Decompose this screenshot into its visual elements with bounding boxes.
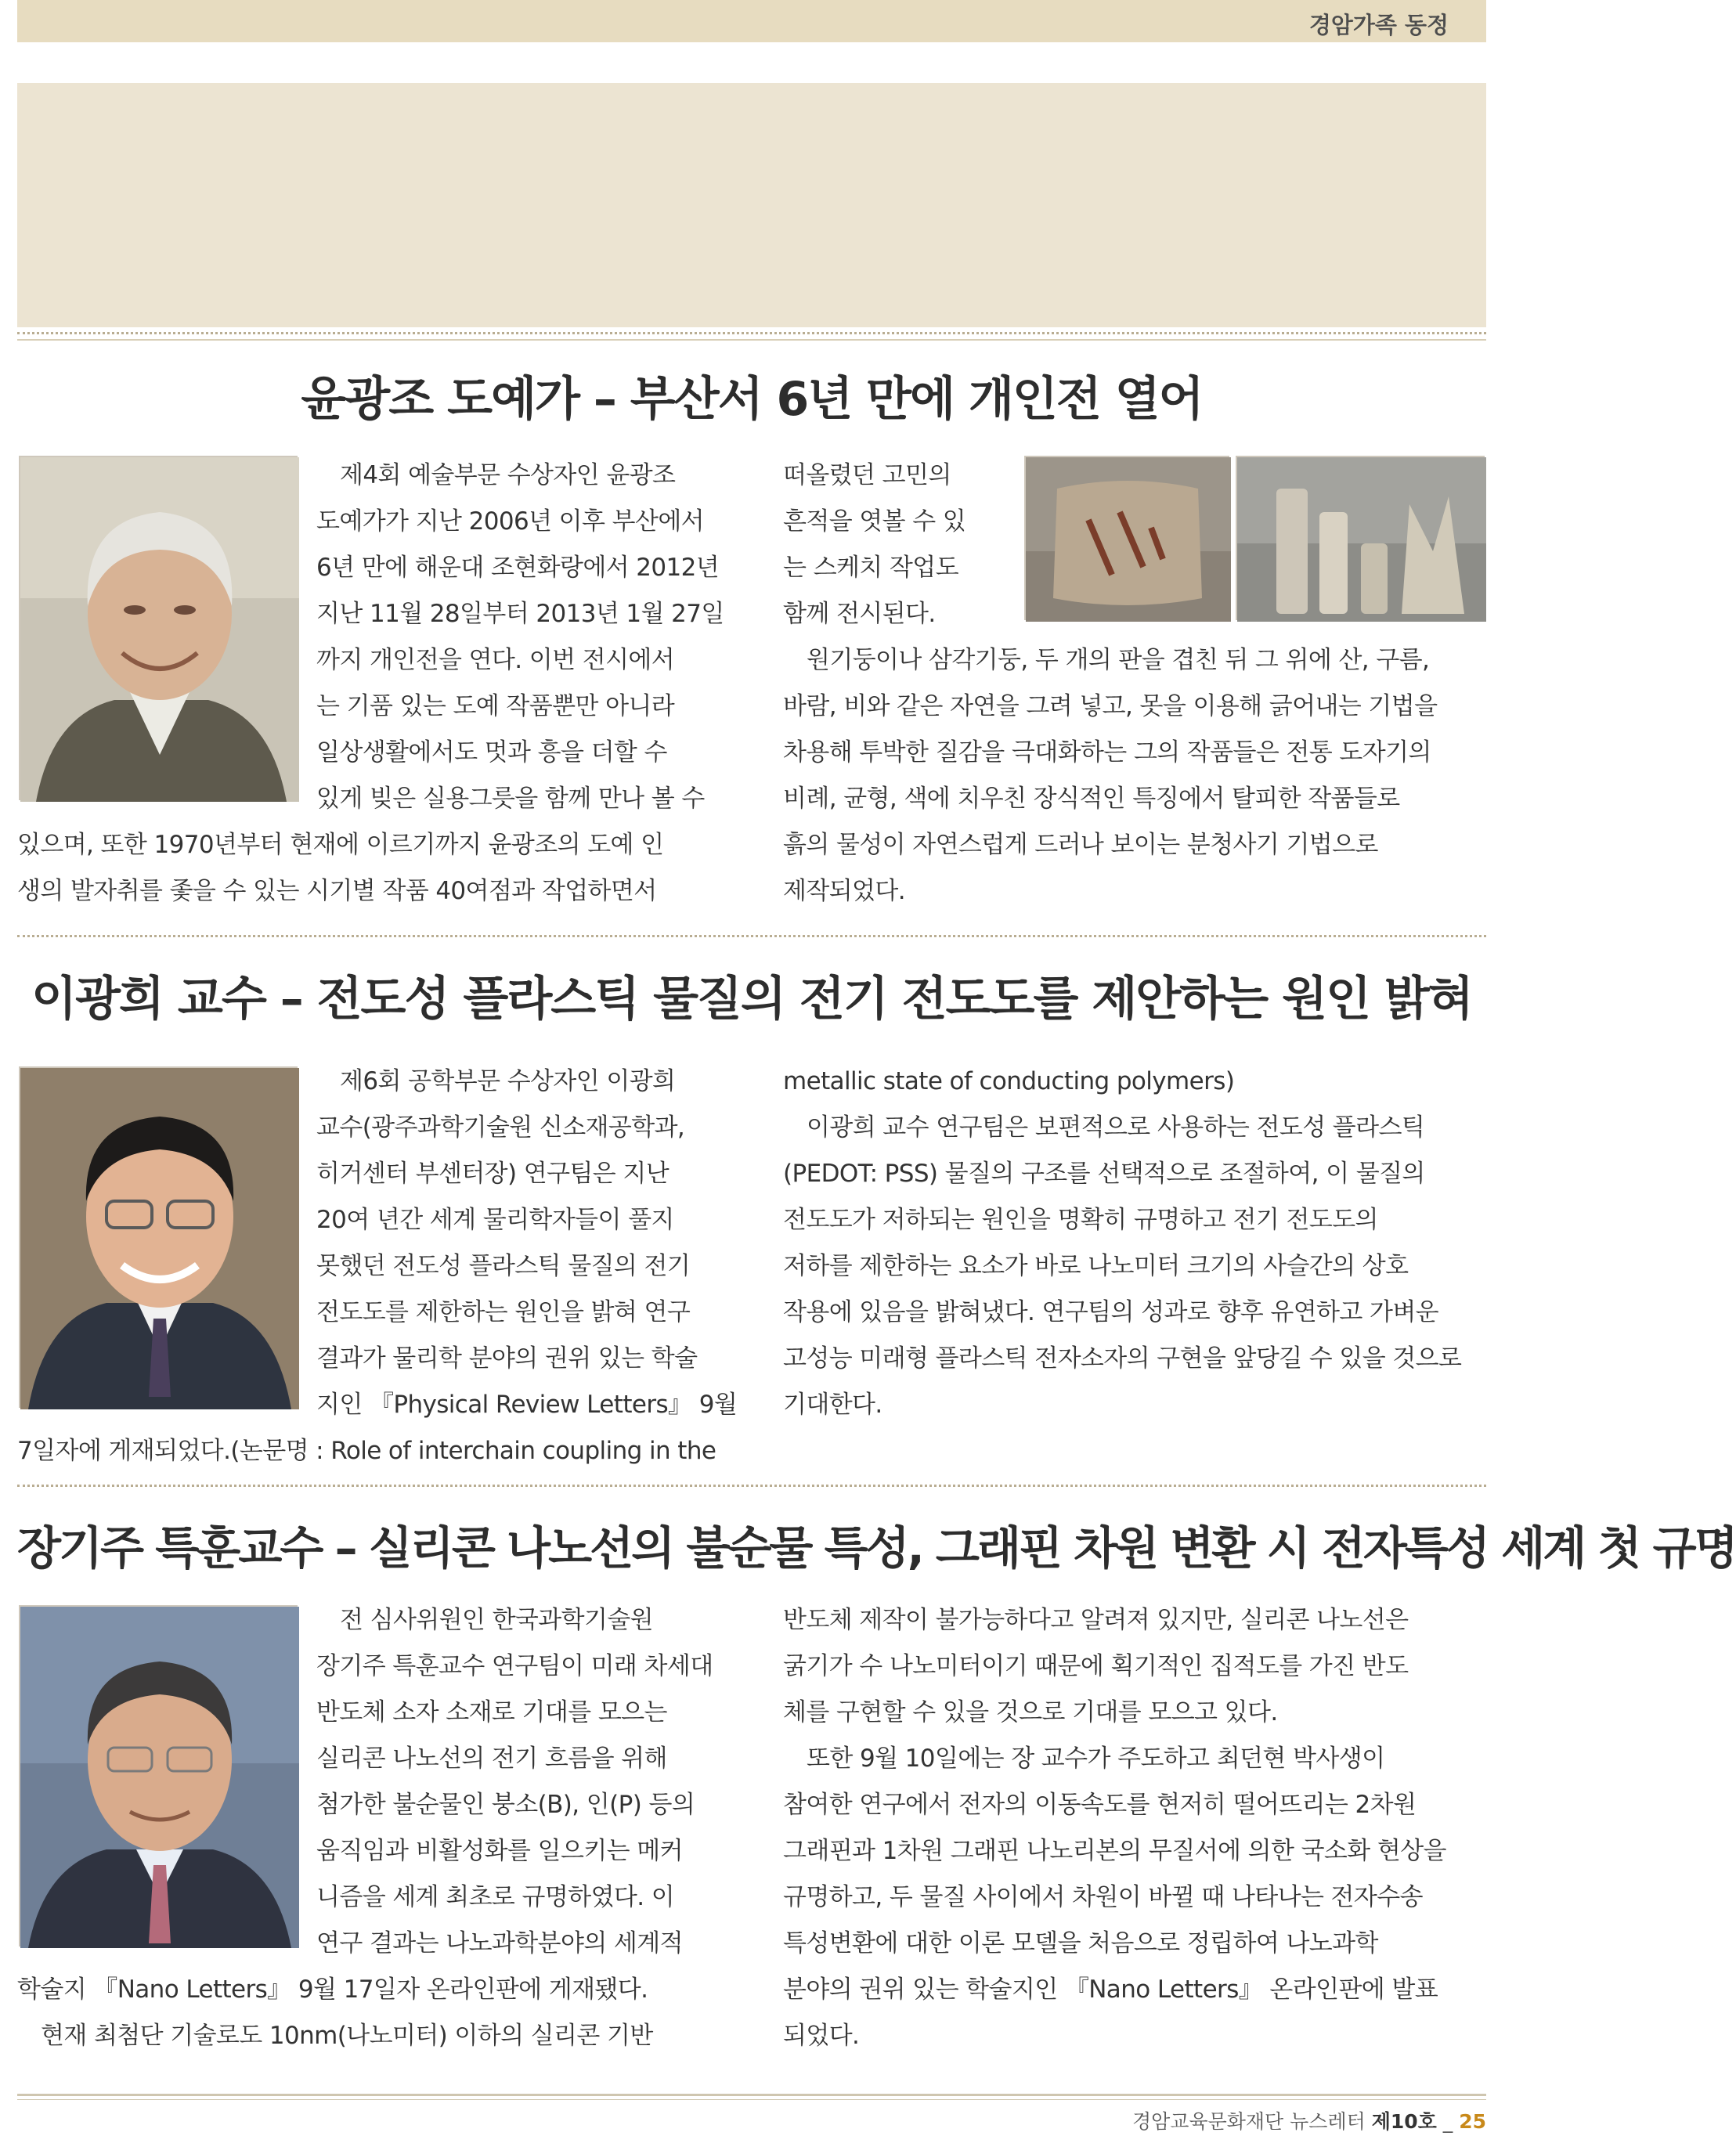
page-number: 25 [1459,2110,1486,2133]
text-line: 차용해 투박한 질감을 극대화하는 그의 작품들은 전통 도자기의 [783,738,1431,767]
text-line: 있으며, 또한 1970년부터 현재에 이르기까지 윤광조의 도예 인 [17,831,664,859]
text-line: 특성변환에 대한 이론 모델을 처음으로 정립하여 나노과학 [783,1929,1378,1957]
text-line: 전도도를 제한하는 원인을 밝혀 연구 [316,1298,691,1326]
text-line: 장기주 특훈교수 연구팀이 미래 차세대 [316,1652,713,1680]
footer-separator: _ [1442,2110,1453,2133]
portrait-photo [19,1066,298,1408]
article-1-body-left [17,822,719,915]
text-line: 일상생활에서도 멋과 흥을 더할 수 [316,738,667,767]
text-line: 저하를 제한하는 요소가 바로 나노미터 크기의 사슬간의 상호 [783,1252,1409,1280]
text-line: 전 심사위원인 한국과학기술원 [340,1606,654,1634]
artwork-image [1237,457,1486,622]
divider [17,1485,1486,1487]
text-line: 실리콘 나노선의 전기 흐름을 위해 [316,1745,667,1773]
text-line: 20여 년간 세계 물리학자들이 풀지 [316,1206,674,1234]
text-line: 바람, 비와 같은 자연을 그려 넣고, 못을 이용해 긁어내는 기법을 [783,692,1438,720]
portrait-photo [19,456,298,800]
text-line: 움직임과 비활성화를 일으키는 메커 [316,1837,683,1865]
text-line: 기대한다. [783,1391,882,1419]
text-line: 도예가가 지난 2006년 이후 부산에서 [316,507,705,536]
text-line: metallic state of conducting polymers) [783,1067,1235,1095]
text-line: 7일자에 게재되었다.(논문명 : Role of interchain coupling in the [17,1437,716,1465]
text-line: 교수(광주과학기술원 신소재공학과, [316,1113,685,1142]
portrait-image [20,1068,299,1409]
article-1-body-right [783,637,1485,915]
text-line: 그래핀과 1차원 그래핀 나노리본의 무질서에 의한 국소화 현상을 [783,1837,1446,1865]
text-line: 히거센터 부센터장) 연구팀은 지난 [316,1160,669,1188]
text-line: 반도체 제작이 불가능하다고 알려져 있지만, 실리콘 나노선은 [783,1606,1409,1634]
text-line: 흔적을 엿볼 수 있 [783,507,966,536]
footer-divider [17,2094,1486,2096]
text-line: 있게 빚은 실용그릇을 함께 만나 볼 수 [316,785,705,813]
text-line: 첨가한 불순물인 붕소(B), 인(P) 등의 [316,1791,695,1819]
text-line: 생의 발자취를 좇을 수 있는 시기별 작품 40여점과 작업하면서 [17,877,657,905]
article-2-body-right [783,1059,1485,1428]
text-line: 지난 11월 28일부터 2013년 1월 27일 [316,600,724,628]
artwork-photo [1024,456,1229,620]
artwork-photo [1236,456,1485,620]
article-1-intro [316,453,724,822]
artwork-image [1026,457,1231,622]
divider [17,935,1486,937]
text-line: 학술지 『Nano Letters』 9월 17일자 온라인판에 게재됐다. [17,1975,648,2004]
section-header-bar [17,0,1486,42]
text-line: 제작되었다. [783,877,905,905]
top-banner [17,83,1486,327]
text-line: 참여한 연구에서 전자의 이동속도를 현저히 떨어뜨리는 2차원 [783,1791,1417,1819]
divider [17,332,1486,334]
text-line: 고성능 미래형 플라스틱 전자소자의 구현을 앞당길 수 있을 것으로 [783,1344,1462,1373]
portrait-photo [19,1605,298,1947]
text-line: 지인 『Physical Review Letters』 9월 [316,1391,738,1419]
section-label: 경암가족 동정 [1308,12,1449,38]
article-3-body-right [783,1597,1485,2059]
text-line: 반도체 소자 소재로 기대를 모으는 [316,1698,667,1726]
text-line: 못했던 전도성 플라스틱 물질의 전기 [316,1252,691,1280]
article-1-right-intro [783,453,1010,637]
text-line: 는 기품 있는 도예 작품뿐만 아니라 [316,692,675,720]
text-line: 떠올렸던 고민의 [783,461,951,489]
divider [17,339,1486,341]
article-title: 윤광조 도예가 – 부산서 6년 만에 개인전 열어 [301,372,1203,427]
text-line: 비례, 균형, 색에 치우친 장식적인 특징에서 탈피한 작품들로 [783,785,1400,813]
page-footer [1132,2106,1486,2134]
portrait-image [20,1607,299,1948]
text-line: (PEDOT: PSS) 물질의 구조를 선택적으로 조절하여, 이 물질의 [783,1160,1425,1188]
article-3-intro [316,1597,719,1967]
text-line: 까지 개인전을 연다. 이번 전시에서 [316,646,675,674]
text-line: 제6회 공학부문 수상자인 이광희 [340,1067,676,1095]
text-line: 연구 결과는 나노과학분야의 세계적 [316,1929,683,1957]
text-line: 전도도가 저하되는 원인을 명확히 규명하고 전기 전도도의 [783,1206,1378,1234]
text-line: 흙의 물성이 자연스럽게 드러나 보이는 분청사기 기법으로 [783,831,1378,859]
publisher-name: 경암교육문화재단 뉴스레터 [1132,2110,1366,2133]
article-2-body-left [17,1428,719,1474]
text-line: 되었다. [783,2022,860,2050]
text-line: 6년 만에 해운대 조현화랑에서 2012년 [316,554,720,582]
text-line: 함께 전시된다. [783,600,936,628]
text-line: 결과가 물리학 분야의 권위 있는 학술 [316,1344,698,1373]
text-line: 체를 구현할 수 있을 것으로 기대를 모으고 있다. [783,1698,1278,1726]
article-2-intro [316,1059,738,1428]
text-line: 현재 최첨단 기술로도 10nm(나노미터) 이하의 실리콘 기반 [41,2022,653,2050]
issue-number: 제10호 [1371,2110,1437,2133]
article-3-body-left [17,1967,719,2059]
text-line: 규명하고, 두 물질 사이에서 차원이 바뀔 때 나타나는 전자수송 [783,1883,1423,1911]
text-line: 는 스케치 작업도 [783,554,958,582]
portrait-image [20,457,299,802]
text-line: 니즘을 세계 최초로 규명하였다. 이 [316,1883,675,1911]
footer-divider [17,2099,1486,2100]
article-title: 장기주 특훈교수 – 실리콘 나노선의 불순물 특성, 그래핀 차원 변환 시 전자특성 세계 첫 규명 [17,1521,1736,1575]
article-title: 이광희 교수 – 전도성 플라스틱 물질의 전기 전도도를 제안하는 원인 밝혀 [31,972,1472,1027]
text-line: 제4회 예술부문 수상자인 윤광조 [340,461,676,489]
text-line: 작용에 있음을 밝혀냈다. 연구팀의 성과로 향후 유연하고 가벼운 [783,1298,1439,1326]
text-line: 굵기가 수 나노미터이기 때문에 획기적인 집적도를 가진 반도 [783,1652,1409,1680]
text-line: 또한 9월 10일에는 장 교수가 주도하고 최던현 박사생이 [807,1745,1385,1773]
text-line: 이광희 교수 연구팀은 보편적으로 사용하는 전도성 플라스틱 [807,1113,1425,1142]
text-line: 분야의 권위 있는 학술지인 『Nano Letters』 온라인판에 발표 [783,1975,1438,2004]
text-line: 원기둥이나 삼각기둥, 두 개의 판을 겹친 뒤 그 위에 산, 구름, [807,646,1430,674]
